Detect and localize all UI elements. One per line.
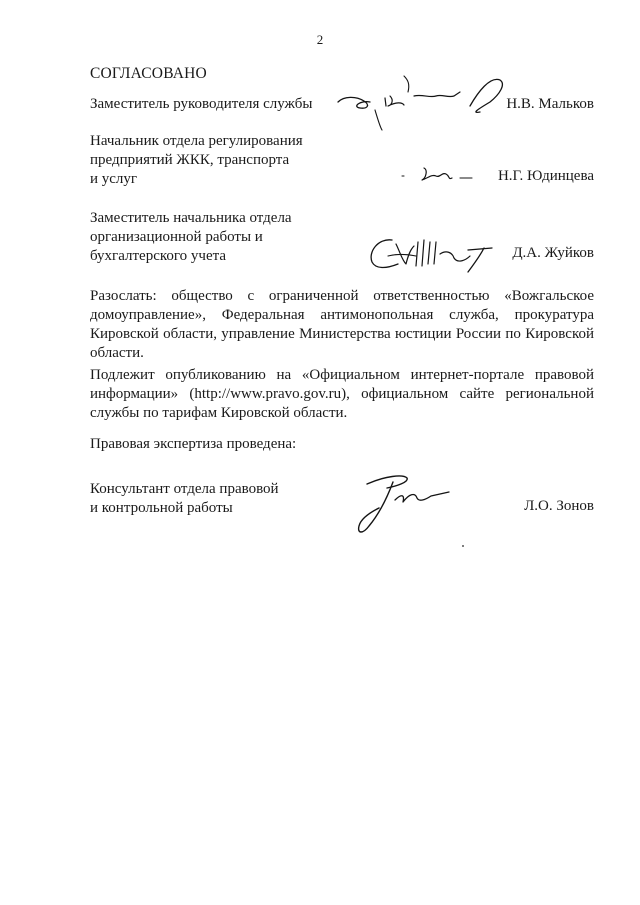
signatory-name-1: Н.В. Мальков xyxy=(506,96,594,112)
signature-malkov xyxy=(330,72,510,134)
signatory-title-3 xyxy=(90,209,292,266)
signature-zhuikov xyxy=(362,230,502,276)
signatory-title-line: организационной работы и xyxy=(90,229,263,245)
signatory-title-2 xyxy=(90,132,303,189)
consultant-title-line: и контрольной работы xyxy=(90,500,233,516)
stray-mark xyxy=(462,545,464,547)
signatory-name-3: Д.А. Жуйков xyxy=(512,245,594,261)
signatory-title-line: предприятий ЖКК, транспорта xyxy=(90,152,290,168)
distribution-paragraph: Разослать: общество с ограниченной ответственностью «Вожгальское домоуправление», Федеральная антимонопольная служба, прокуратура Кировской области, управление Министерства юстиции России по Кировской области. xyxy=(90,288,594,361)
signature-zonov xyxy=(345,470,460,540)
legal-review-note: Правовая экспертиза проведена: xyxy=(90,436,297,452)
page-number: 2 xyxy=(316,32,324,47)
signatory-title-line: бухгалтерского учета xyxy=(90,248,227,264)
consultant-title xyxy=(90,480,279,518)
publication-paragraph: Подлежит опубликованию на «Официальном интернет-портале правовой информации» (http://www.pravo.gov.ru), официальном сайте региональной службы по тарифам Кировской области. xyxy=(90,367,594,421)
signatory-title-line: Заместитель начальника отдела xyxy=(90,210,292,226)
signatory-title-line: Начальник отдела регулирования xyxy=(90,133,303,149)
signatory-title-line: Заместитель руководителя службы xyxy=(90,96,313,112)
consultant-title-line: Консультант отдела правовой xyxy=(90,481,279,497)
signatory-title-line: и услуг xyxy=(90,171,138,187)
signature-yudintseva xyxy=(398,160,478,188)
signatory-name-2: Н.Г. Юдинцева xyxy=(497,168,594,184)
consultant-name: Л.О. Зонов xyxy=(524,498,594,514)
approved-heading: СОГЛАСОВАНО xyxy=(90,65,207,82)
signatory-title-1 xyxy=(90,95,312,114)
